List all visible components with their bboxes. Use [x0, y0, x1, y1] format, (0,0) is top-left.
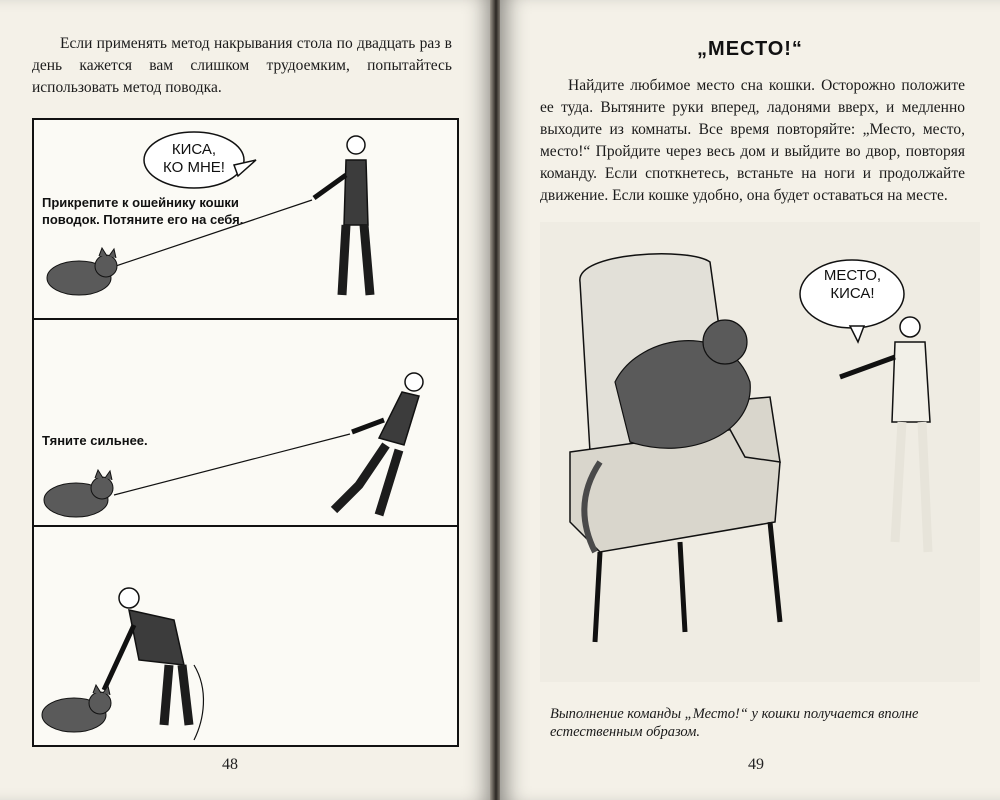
armchair-illustration: [540, 222, 980, 682]
left-intro-paragraph: Если применять метод накрывания стола по двадцать раз в день кажется вам слишком трудоемким, попытайтесь использовать метод поводка.: [32, 35, 452, 96]
cat-figure-1: [47, 248, 117, 295]
section-title: „МЕСТО!“: [697, 38, 803, 60]
comic-strip: [32, 118, 459, 747]
panel3-art: [42, 588, 203, 740]
panel1-caption: Прикрепите к ошейнику кошки поводок. Потяните его на себя.: [42, 195, 244, 227]
armchair-art: [540, 222, 980, 682]
leash-3: [194, 665, 203, 740]
illustration-caption: Выполнение команды „Место!“ у кошки получается вполне естественным образом.: [550, 706, 919, 740]
boy-figure-3: [104, 588, 189, 725]
boy-figure-2: [334, 373, 423, 515]
speech-bubble-text-2: МЕСТО, КИСА!: [823, 267, 882, 302]
left-page: [0, 0, 493, 800]
right-page: [500, 0, 1000, 800]
cat-figure-2: [44, 470, 113, 517]
page-number-left: 48: [222, 756, 238, 773]
cat-figure-3: [42, 685, 111, 732]
boy-figure-1: [314, 136, 370, 295]
page-number-right: 49: [748, 756, 764, 773]
right-body-paragraph: Найдите любимое место сна кошки. Осторожно положите ее туда. Вытяните руки вперед, ладонями вверх, и медленно выходите из комнаты. Все время повторяйте: „Место, место, место!“ Пройдите через весь дом и выйдите во двор, повторяя команду. Если споткнетесь, встаньте на ноги и продолжайте движение. Если кошке удобно, она будет оставаться на месте.: [540, 77, 965, 204]
boy-figure-right: [840, 317, 930, 552]
panel2-caption: Тяните сильнее.: [42, 433, 148, 448]
speech-bubble-text-1: КИСА, КО МНЕ!: [163, 141, 225, 176]
